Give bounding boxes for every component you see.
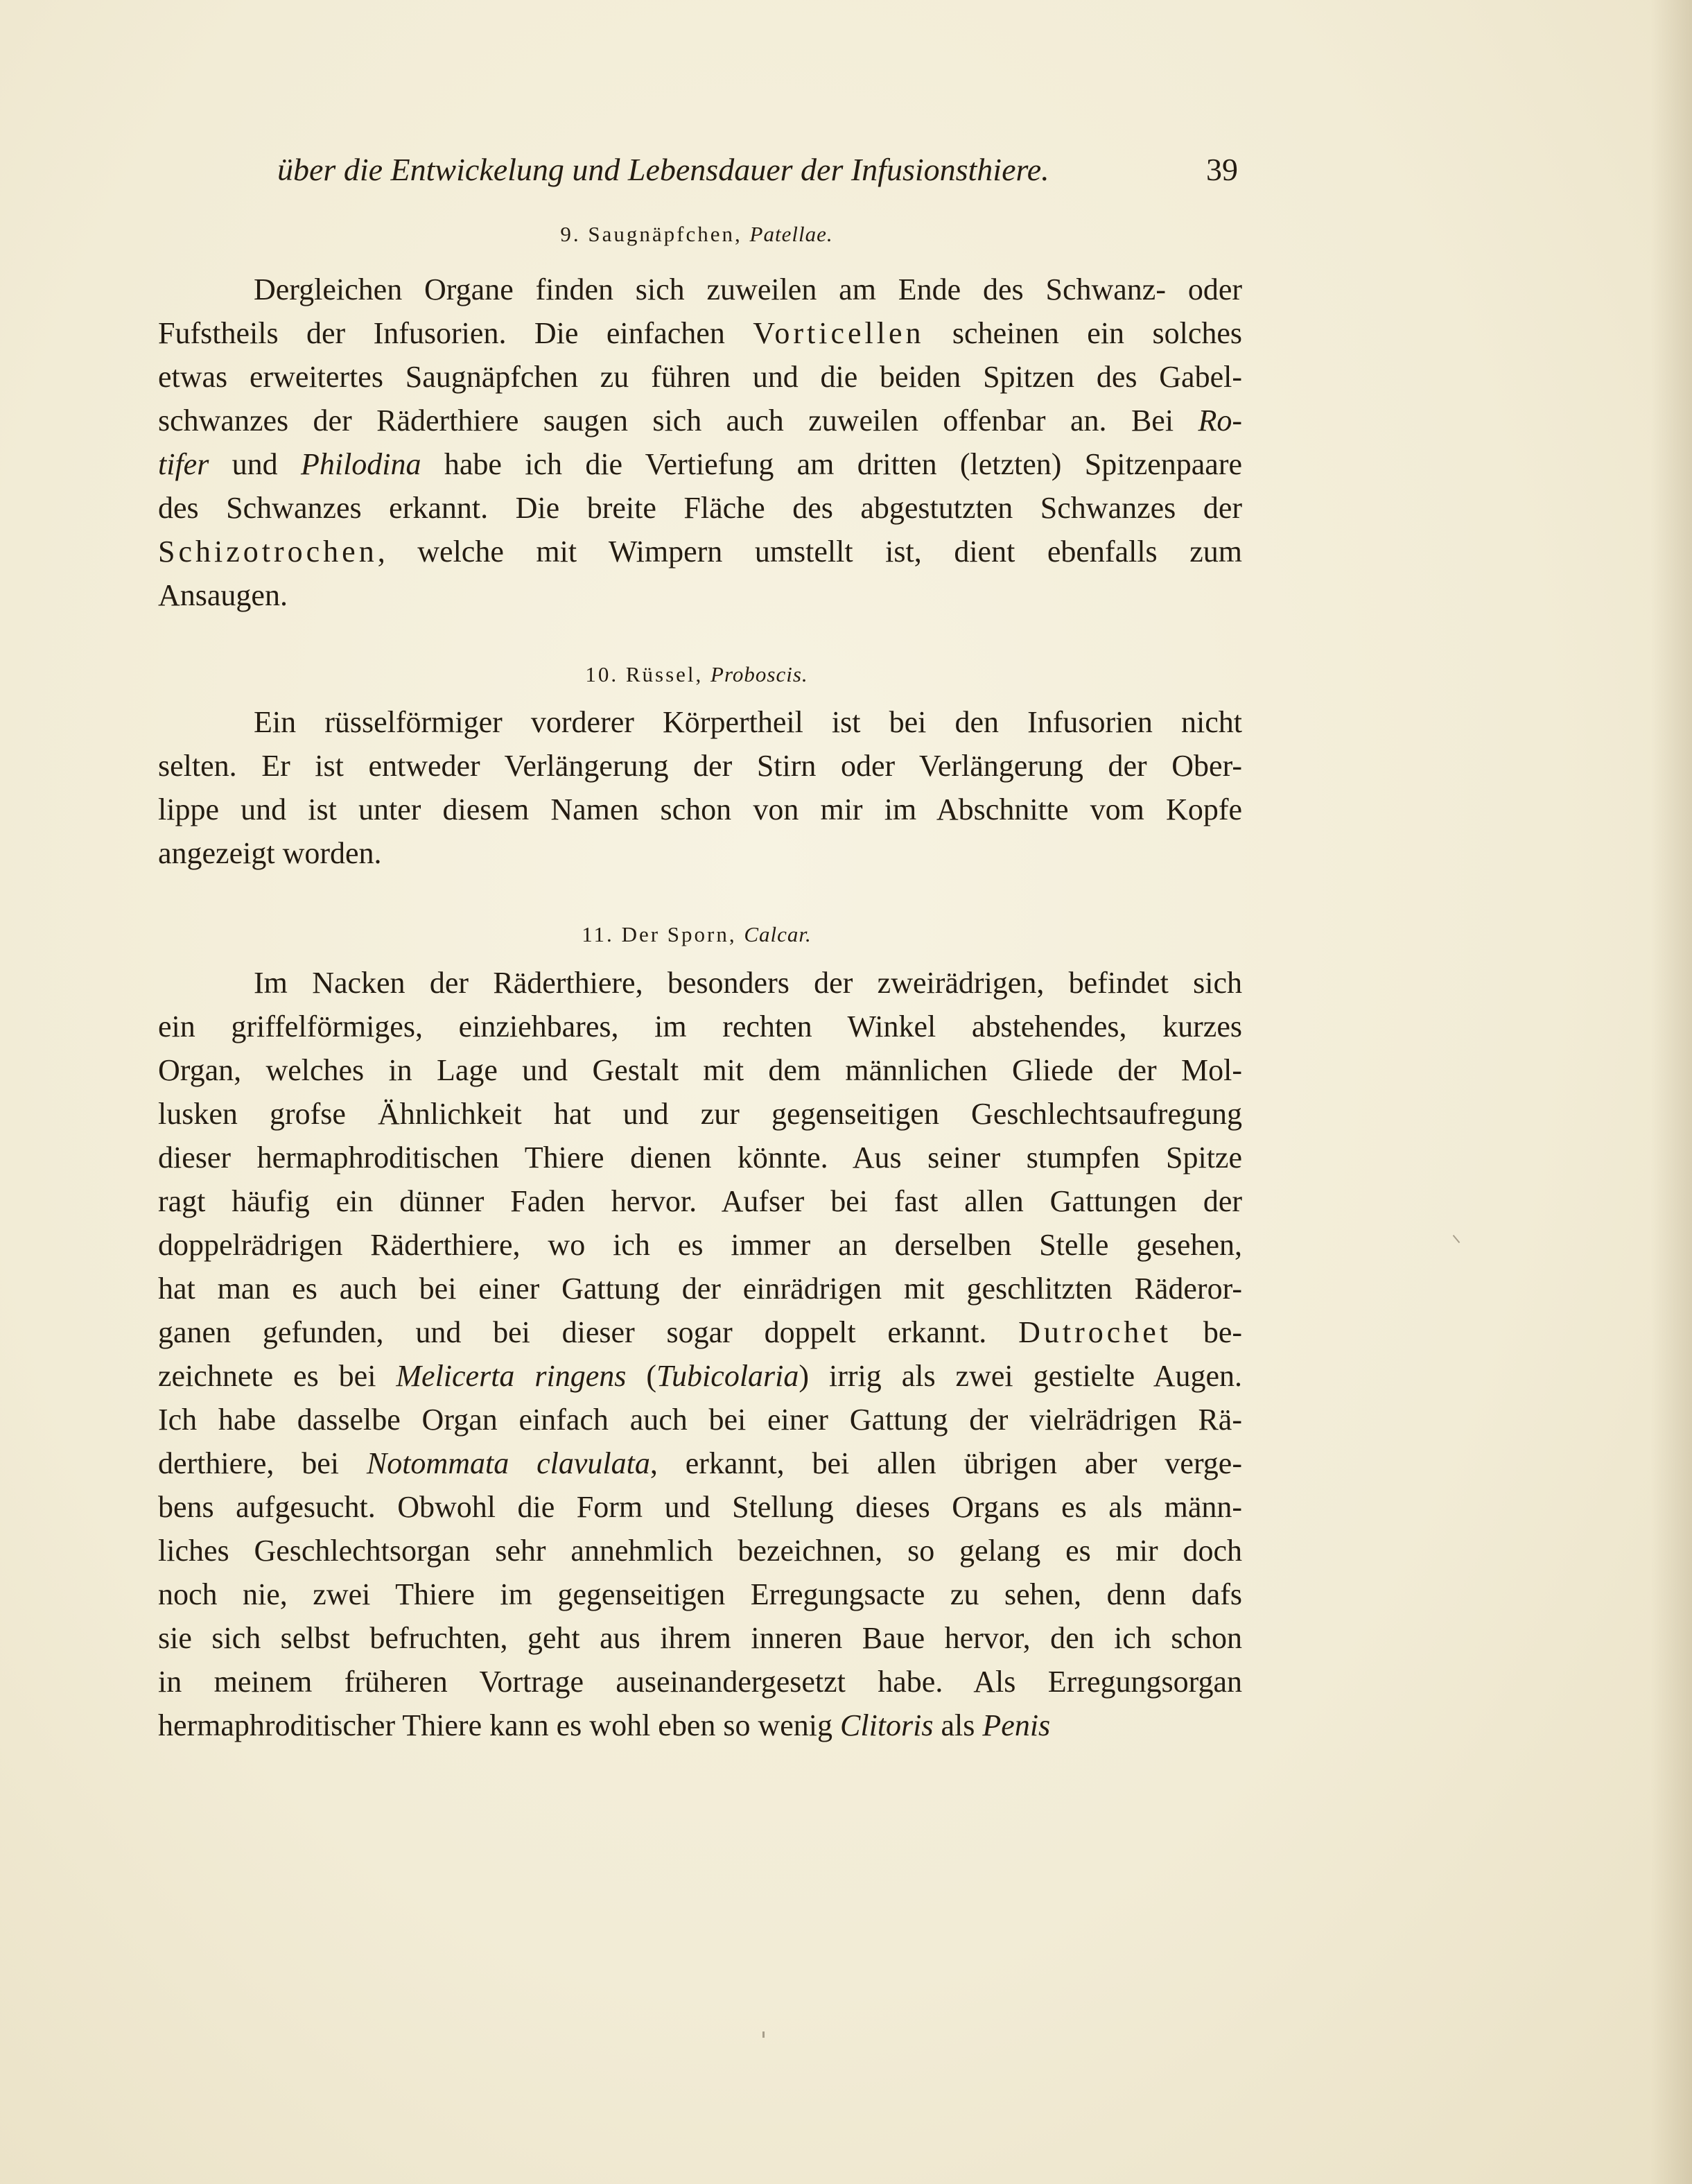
text-line (158, 1005, 1242, 1048)
text-line (158, 1223, 1242, 1267)
italic-term: Ro- (1198, 404, 1242, 437)
section-title: Rüssel, (625, 662, 704, 686)
text-line (158, 1310, 1242, 1354)
italic-term: Philodina (300, 447, 421, 481)
text-run: des Schwanzes erkannt. Die breite Fläche des abgestutzten Schwanzes der (158, 491, 1242, 525)
paragraph-section-9 (158, 268, 1242, 617)
text-run: hermaphroditischer Thiere kann es wohl eben so wenig (158, 1708, 841, 1742)
text-line (158, 1529, 1242, 1572)
text-run: , welche mit Wimpern umstellt ist, dient ebenfalls zum (377, 535, 1242, 569)
text-run: , erkannt, bei allen übrigen aber verge- (649, 1446, 1242, 1480)
text-run: Im Nacken der Räderthiere, besonders der zweirädrigen, befindet sich (254, 966, 1242, 1000)
italic-term: tifer (158, 447, 209, 481)
text-line (158, 1267, 1242, 1310)
spaced-name: Dutrochet (1018, 1315, 1172, 1349)
text-run: lusken grofse Ähnlichkeit hat und zur gegenseitigen Geschlechtsaufregung (158, 1097, 1242, 1131)
text-run: be- (1171, 1315, 1242, 1349)
text-run: ) irrig als zwei gestielte Augen. (799, 1359, 1242, 1393)
running-header (277, 151, 1248, 200)
text-run: als (933, 1708, 983, 1742)
text-run: zeichnete es bei (158, 1359, 396, 1393)
text-run: lippe und ist unter diesem Namen schon von mir im Abschnitte vom Kopfe (158, 792, 1242, 826)
text-run: Ansaugen. (158, 578, 288, 612)
text-line (158, 573, 1242, 617)
text-run: angezeigt worden. (158, 836, 382, 870)
text-run: ein griffelförmiges, einziehbares, im rechten Winkel abstehendes, kurzes (158, 1009, 1242, 1043)
text-line (158, 1704, 1242, 1747)
section-latin-name: Proboscis. (710, 662, 808, 686)
text-run: doppelrädrigen Räderthiere, wo ich es immer an derselben Stelle gesehen, (158, 1228, 1242, 1262)
section-title: Saugnäpfchen, (588, 222, 742, 246)
italic-term: Clitoris (840, 1708, 934, 1742)
text-line (158, 355, 1242, 399)
text-line (158, 744, 1242, 788)
text-run: Fufstheils der Infusorien. Die einfachen (158, 316, 753, 350)
text-run: Ich habe dasselbe Organ einfach auch bei einer Gattung der vielrädrigen Rä- (158, 1403, 1242, 1437)
text-line (158, 1136, 1242, 1179)
text-line (158, 1441, 1242, 1485)
section-number: 9. (560, 222, 581, 246)
paragraph-section-11 (158, 961, 1242, 1747)
text-run: etwas erweitertes Saugnäpfchen zu führen und die beiden Spitzen des Gabel- (158, 360, 1242, 394)
text-line (158, 1179, 1242, 1223)
text-line (158, 268, 1242, 311)
italic-term: Penis (982, 1708, 1051, 1742)
text-run: selten. Er ist entweder Verlängerung der Stirn oder Verlängerung der Ober- (158, 749, 1242, 783)
text-run: und (209, 447, 301, 481)
text-line (158, 486, 1242, 530)
section-heading-9 (152, 222, 1241, 247)
text-line (158, 1398, 1242, 1441)
text-line (158, 1092, 1242, 1136)
section-number: 11. (582, 922, 614, 946)
italic-term: Melicerta ringens (396, 1359, 627, 1393)
text-line (158, 1048, 1242, 1092)
text-line (158, 961, 1242, 1005)
text-run: Ein rüsselförmiger vorderer Körpertheil ist bei den Infusorien nicht (254, 705, 1242, 739)
paper-speck (762, 2031, 765, 2038)
text-line (158, 311, 1242, 355)
text-run: ragt häufig ein dünner Faden hervor. Aufser bei fast allen Gattungen der (158, 1184, 1242, 1218)
text-run: Organ, welches in Lage und Gestalt mit dem männlichen Gliede der Mol- (158, 1053, 1242, 1087)
text-line (158, 1354, 1242, 1398)
italic-term: Tubicolaria (656, 1359, 799, 1393)
text-line (158, 831, 1242, 875)
text-run: scheinen ein solches (924, 316, 1242, 350)
section-number: 10. (585, 662, 619, 686)
text-line (158, 1572, 1242, 1616)
text-line (158, 788, 1242, 831)
text-line (158, 1616, 1242, 1660)
text-run: hat man es auch bei einer Gattung der einrädrigen mit geschlitzten Räderor- (158, 1272, 1242, 1306)
paper-speck (1453, 1235, 1460, 1243)
section-latin-name: Calcar. (744, 922, 812, 946)
text-line (158, 442, 1242, 486)
section-heading-11 (152, 922, 1241, 947)
paragraph-section-10 (158, 700, 1242, 875)
section-latin-name: Patellae. (749, 222, 833, 246)
text-run: Dergleichen Organe finden sich zuweilen am Ende des Schwanz- oder (254, 272, 1242, 306)
text-line (158, 530, 1242, 573)
section-title: Der Sporn, (621, 922, 737, 946)
italic-term: Notommata clavulata (366, 1446, 650, 1480)
text-line (158, 700, 1242, 744)
text-run: in meinem früheren Vortrage auseinandergesetzt habe. Als Erregungsorgan (158, 1665, 1242, 1699)
text-run: bens aufgesucht. Obwohl die Form und Stellung dieses Organs es als männ- (158, 1490, 1242, 1524)
spaced-name: Schizotrochen (158, 535, 378, 569)
text-run: schwanzes der Räderthiere saugen sich auch zuweilen offenbar an. Bei (158, 404, 1198, 437)
text-run: dieser hermaphroditischen Thiere dienen könnte. Aus seiner stumpfen Spitze (158, 1141, 1242, 1175)
text-run: noch nie, zwei Thiere im gegenseitigen Erregungsacte zu sehen, denn dafs (158, 1577, 1242, 1611)
text-run: liches Geschlechtsorgan sehr annehmlich bezeichnen, so gelang es mir doch (158, 1534, 1242, 1568)
section-heading-10 (152, 662, 1241, 687)
text-run: ( (626, 1359, 657, 1393)
page-number: 39 (1206, 152, 1238, 187)
text-run: derthiere, bei (158, 1446, 367, 1480)
running-header-title: über die Entwickelung und Lebensdauer der Infusionsthiere. (277, 152, 1049, 187)
text-run: ganen gefunden, und bei dieser sogar doppelt erkannt. (158, 1315, 1019, 1349)
text-run: sie sich selbst befruchten, geht aus ihrem inneren Baue hervor, den ich schon (158, 1621, 1242, 1655)
text-line (158, 1485, 1242, 1529)
spaced-name: Vorticellen (753, 316, 925, 350)
text-line (158, 399, 1242, 442)
page-edge-shadow (1650, 0, 1692, 2184)
text-run: habe ich die Vertiefung am dritten (letzten) Spitzenpaare (421, 447, 1242, 481)
text-line (158, 1660, 1242, 1704)
